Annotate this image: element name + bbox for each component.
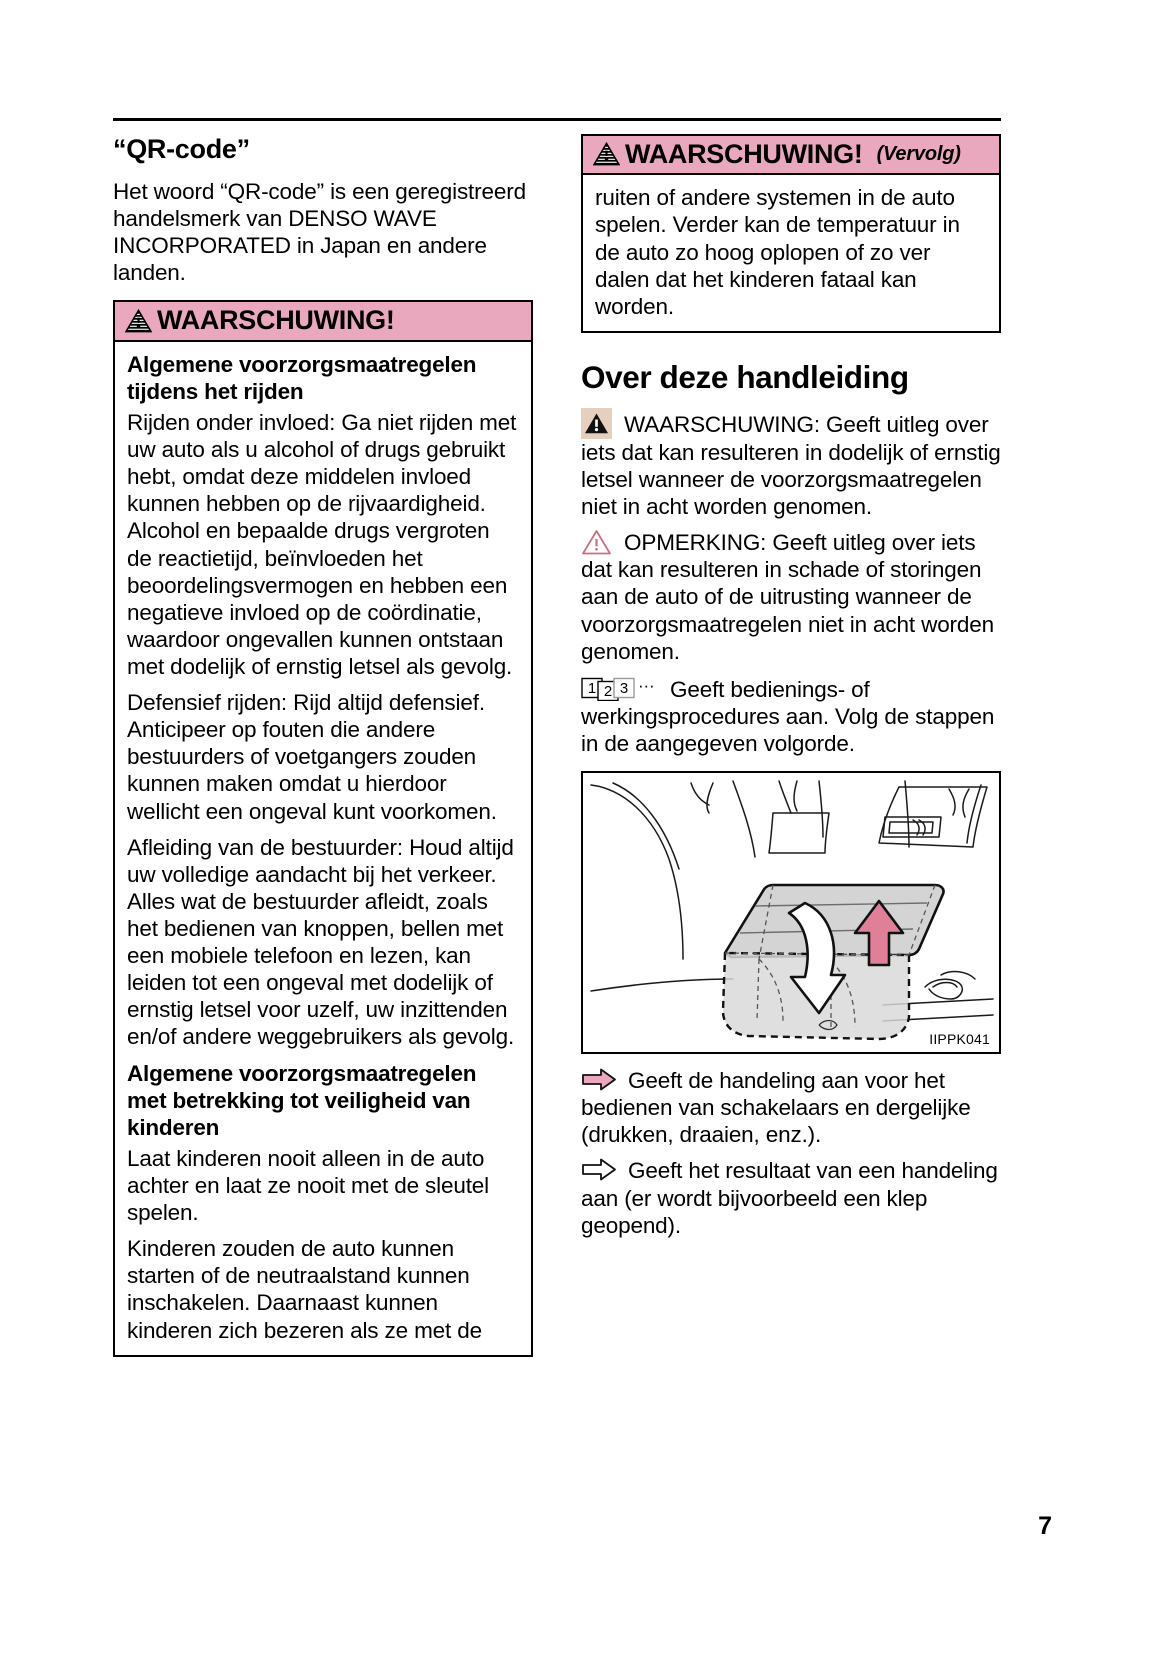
notice-triangle-outline-icon xyxy=(581,529,612,556)
warning-box-header xyxy=(115,302,531,341)
warning-box-title: WAARSCHUWING! xyxy=(157,305,395,336)
warning-box-right-continued xyxy=(581,134,1001,333)
warning-box-continued-label: (Vervolg) xyxy=(876,142,961,165)
svg-text:2: 2 xyxy=(603,682,613,700)
warning-triangle-filled-icon xyxy=(581,408,612,439)
warning-box-title: WAARSCHUWING! xyxy=(625,139,863,169)
svg-text:3: 3 xyxy=(619,679,629,697)
page-title-over-deze-handleiding: Over deze handleiding xyxy=(581,358,909,395)
warning-triangle-hatched-icon xyxy=(125,309,152,333)
warning-subheading-children: Algemene voorzorgsmaatregelen met betrekking tot veiligheid van kinderen xyxy=(127,1060,477,1140)
legend-steps-text: Geeft bedienings- of werkingsprocedures aan. Volg de stappen in de aangegeven volgorde. xyxy=(581,676,995,756)
legend-item-action-arrow xyxy=(581,1067,1001,1148)
figure-code: IIPPK041 xyxy=(929,1031,990,1048)
warning-box-body xyxy=(115,342,531,1355)
right-column xyxy=(581,134,1001,1357)
legend-notice-text: OPMERKING: Geeft uitleg over iets dat kan resulteren in schade of storingen aan de auto of de uitrusting wanneer de voorzorgsmaatregelen niet in acht worden genomen. xyxy=(581,530,994,664)
warning-box-left xyxy=(113,300,533,1356)
warning-paragraph-children-start-car: Kinderen zouden de auto kunnen starten of de neutraalstand kunnen inschakelen. Daarnaast kunnen kinderen zich bezeren als ze met de xyxy=(127,1236,482,1343)
warning-paragraph-defensive-driving: Defensief rijden: Rijd altijd defensief. Anticipeer op fouten die andere bestuurders of voetgangers zouden kunnen maken omdat u hierdoor wellicht een ongeval kunt voorkomen. xyxy=(127,690,497,824)
warning-box-header-continued xyxy=(583,136,999,175)
warning-subheading-driving: Algemene voorzorgsmaatregelen tijdens het rijden xyxy=(127,351,477,404)
filled-block-arrow-icon xyxy=(581,1067,617,1092)
legend-item-warning xyxy=(581,408,1001,520)
warning-triangle-hatched-icon xyxy=(593,142,620,166)
legend-item-notice xyxy=(581,529,1001,665)
numbered-steps-icon xyxy=(581,674,663,701)
legend-item-steps xyxy=(581,674,1001,757)
overhead-console-sunglasses-holder-illustration xyxy=(583,773,999,1052)
legend-item-result-arrow xyxy=(581,1157,1001,1238)
legend-action-arrow-text: Geeft de handeling aan voor het bedienen van schakelaars en dergelijke (drukken, draaien, enz.). xyxy=(581,1068,971,1148)
warning-paragraph-temperature: ruiten of andere systemen in de auto spelen. Verder kan de temperatuur in de auto zo hoog oplopen of zo ver dalen dat het kinderen fataal kan worden. xyxy=(595,185,960,319)
warning-paragraph-never-leave-children: Laat kinderen nooit alleen in de auto achter en laat ze nooit met de sleutel spelen. xyxy=(127,1145,490,1226)
warning-paragraph-driver-distraction: Afleiding van de bestuurder: Houd altijd uw volledige aandacht bij het verkeer. Alles wat de bestuurder afleidt, zoals het bedienen van knoppen, bellen met een mobiele telefoon en lezen, kan leiden tot een ongeval met dodelijk of ernstig letsel voor uzelf, uw inzittenden en/of andere weggebruikers als gevolg. xyxy=(127,834,515,1050)
figure-overhead-console xyxy=(581,771,1001,1054)
legend-warning-text: WAARSCHUWING: Geeft uitleg over iets dat kan resulteren in dodelijk of ernstig letsel wanneer de voorzorgsmaatregelen niet in acht worden genomen. xyxy=(581,411,1001,520)
svg-text:···: ··· xyxy=(638,675,655,695)
header-rule xyxy=(113,118,1001,121)
warning-box-body xyxy=(583,175,999,331)
svg-text:1: 1 xyxy=(587,679,597,697)
left-column xyxy=(113,134,533,1357)
warning-paragraph-impaired-driving: Rijden onder invloed: Ga niet rijden met uw auto als u alcohol of drugs gebruikt hebt, omdat deze middelen invloed kunnen hebben op de rijvaardigheid. Alcohol en bepaalde drugs vergroten de reactietijd, beïnvloeden het beoordelingsvermogen en hebben een negatieve invloed op de coördinatie, waardoor ongevallen kunnen ontstaan met dodelijk of ernstig letsel als gevolg. xyxy=(127,410,517,679)
legend-result-arrow-text: Geeft het resultaat van een handeling aan (er wordt bijvoorbeeld een klep geopend). xyxy=(581,1158,998,1238)
two-column-layout xyxy=(113,134,1001,1357)
outline-block-arrow-icon xyxy=(581,1157,617,1182)
qr-code-intro-paragraph: Het woord “QR-code” is een geregistreerd handelsmerk van DENSO WAVE INCORPORATED in Japan en andere landen. xyxy=(113,179,526,286)
page-number: 7 xyxy=(1038,1512,1052,1540)
section-title-qr-code: “QR-code” xyxy=(113,134,250,164)
